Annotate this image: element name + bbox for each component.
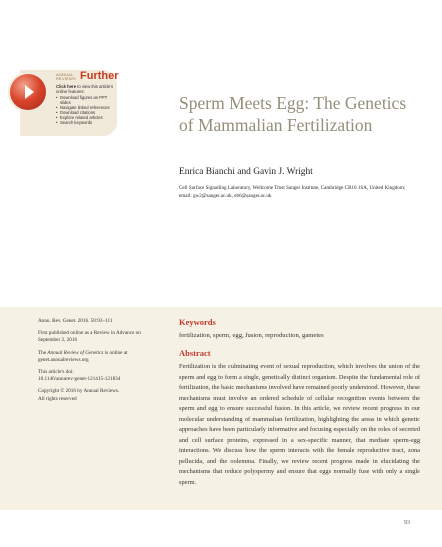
feature-item[interactable]: • Download citations: [56, 110, 116, 115]
author-affiliation: Cell Surface Signalling Laboratory, Wellcome Trust Sanger Institute, Cambridge CB10 1SA, United Kingdom; email: gw2@sanger.ac.uk, eb6@sanger.ac.uk: [179, 185, 406, 199]
feature-list: [56, 95, 116, 125]
feature-item[interactable]: • Download figures as PPT slides: [56, 95, 116, 105]
abstract-heading: Abstract: [179, 348, 211, 358]
copyright: Copyright © 2016 by Annual Reviews. All rights reserved: [38, 388, 120, 402]
doi-block: This article's doi: 10.1146/annurev-genet-121415-121834: [38, 369, 121, 383]
play-arrow-icon[interactable]: [10, 74, 46, 110]
first-published: First published online as a Review in Advance on September 2, 2016: [38, 330, 141, 344]
journal-online: The Annual Review of Genetics is online at genet.annualreviews.org: [38, 349, 128, 363]
click-here-link[interactable]: Click here: [56, 84, 77, 89]
doi-link[interactable]: 10.1146/annurev-genet-121415-121834: [38, 376, 121, 383]
article-metadata: [38, 318, 158, 408]
citation: Annu. Rev. Genet. 2016. 50:93–111: [38, 318, 113, 324]
page-number: 93: [404, 520, 410, 526]
annual-reviews-logo: ANNUAL REVIEWS: [56, 72, 76, 82]
feature-item[interactable]: • Navigate linked references: [56, 105, 116, 110]
further-logo-text: Further: [80, 70, 119, 82]
feature-item[interactable]: • Explore related articles: [56, 115, 116, 120]
article-title: Sperm Meets Egg: The Genetics of Mammalian Fertilization: [179, 93, 407, 135]
keywords-list: fertilization, sperm, egg, fusion, reproduction, gametes: [179, 332, 324, 339]
further-features-panel[interactable]: [20, 70, 117, 136]
further-description: Click here to view this article's online features: • Download figures as PPT slides • Navigate linked references • Download citations • Explore related articles • Search keywords: [56, 84, 116, 125]
article-authors: Enrica Bianchi and Gavin J. Wright: [179, 167, 313, 177]
feature-item[interactable]: • Search keywords: [56, 120, 116, 125]
abstract-text: Fertilization is the culminating event of sexual reproduction, which involves the union of the sperm and egg to form a single, genetically distinct organism. Despite the fundamental role of fertilization, the basic mechanisms involved have remained poorly understood. However, these mechanisms must involve an ordered schedule of cellular recognition events between the sperm and egg to ensure successful fusion. In this article, we review recent progress in our molecular understanding of mammalian fertilization, highlighting the areas in which genetic approaches have been particularly informative and focusing especially on the roles of secreted and cell surface proteins, expressed in a sex-specific manner, that mediate sperm-egg interactions. We discuss how the sperm interacts with the female reproductive tract, zona pellucida, and the oolemma. Finally, we review recent progress made in elucidating the mechanisms that reduce polyspermy and ensure that eggs normally fuse with only a single sperm.: [179, 363, 420, 486]
keywords-heading: Keywords: [179, 317, 216, 327]
